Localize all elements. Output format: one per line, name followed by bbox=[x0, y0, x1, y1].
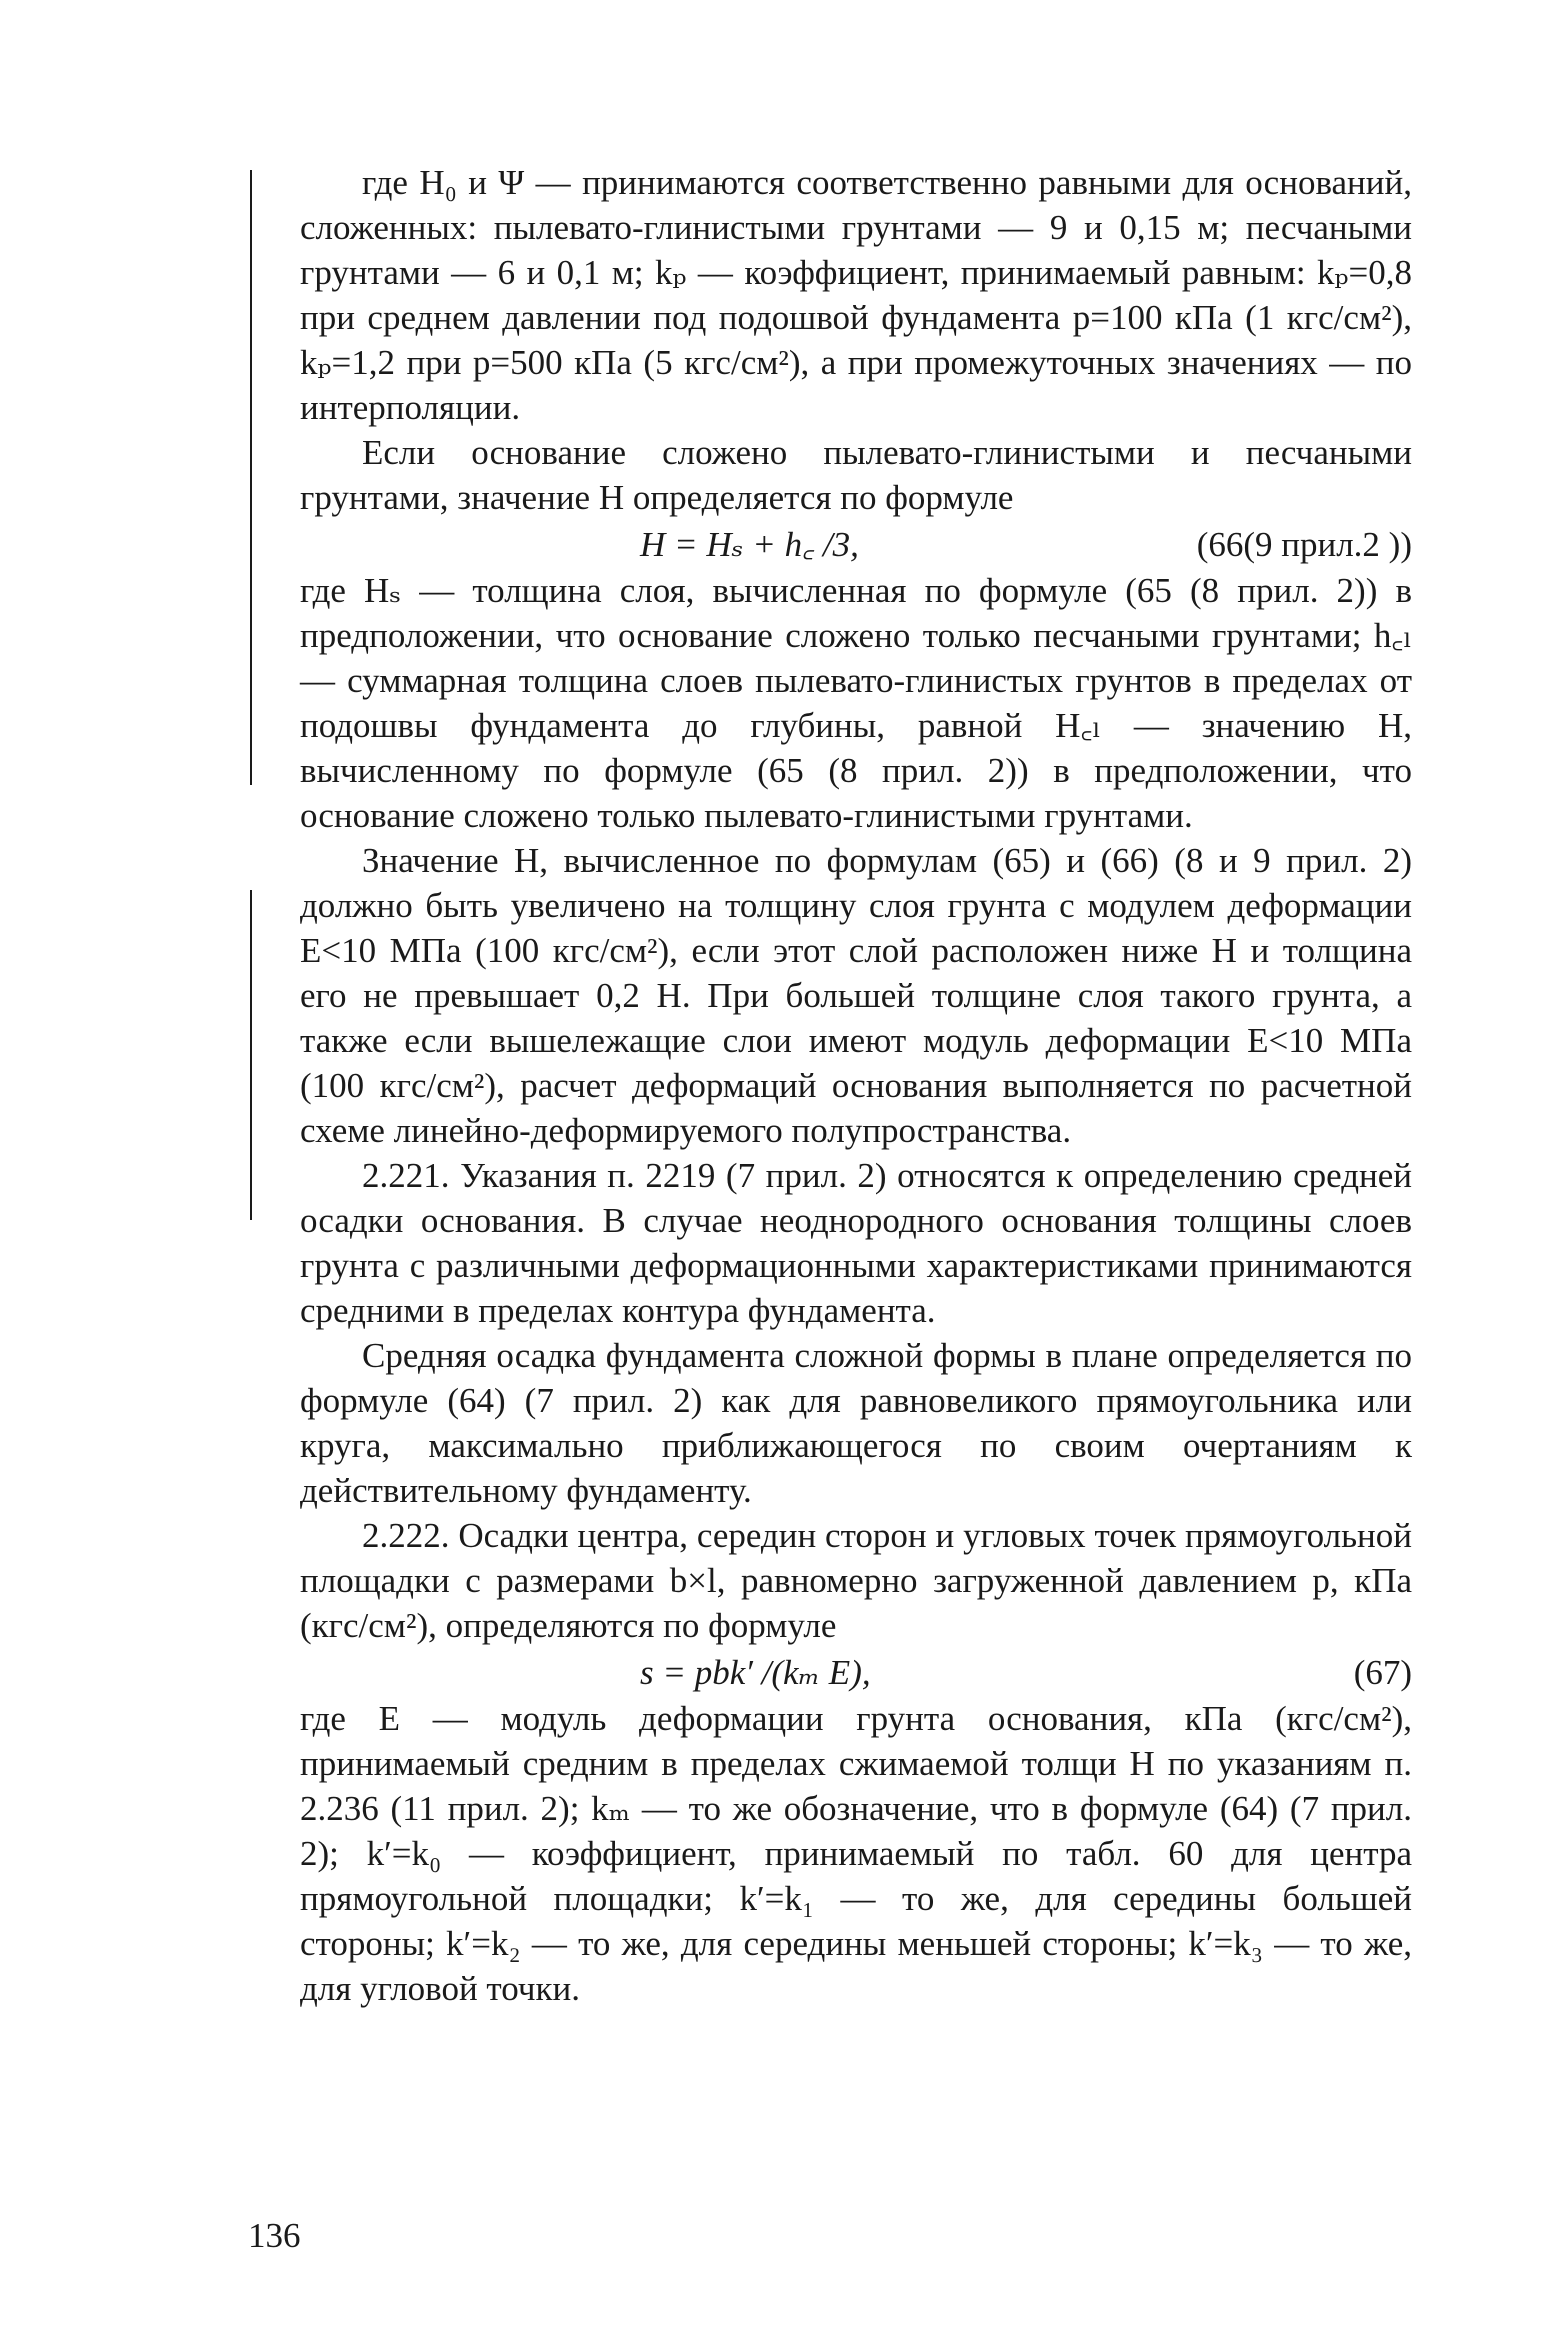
margin-change-bar bbox=[250, 170, 252, 785]
paragraph-2-221: 2.221. Указания п. 2219 (7 прил. 2) относятся к определению средней осадки основания. В случае неоднородного основания толщины слоев грунта с различными деформационными характеристиками принимаются средними в пределах контура фундамента. bbox=[300, 1156, 1412, 1330]
paragraph-2-222: 2.222. Осадки центра, середин сторон и угловых точек прямоугольной площадки с размерами b×l, равномерно загруженной давлением p, кПа (кгс/см²), определяются по формуле bbox=[300, 1516, 1412, 1645]
formula-66 bbox=[300, 520, 1412, 568]
formula-67-expression: s = pbk′ /(kₘ E), bbox=[640, 1653, 871, 1692]
margin-change-bar-lower bbox=[250, 890, 252, 1220]
formula-67-number: (67) bbox=[1353, 1653, 1412, 1692]
paragraph-complex-shape: Средняя осадка фундамента сложной формы в плане определяется по формуле (64) (7 прил. 2) как для равновеликого прямоугольника или круга, максимально приближающегося по своим очертаниям к действительному фундаменту. bbox=[300, 1336, 1412, 1510]
paragraph-e-definition: где E — модуль деформации грунта основания, кПа (кгс/см²), принимаемый средним в пределах сжимаемой толщи H по указаниям п. 2.236 (11 прил. 2); kₘ — то же обозначение, что в формуле (64) (7 прил. 2); k′=k₀ — коэффициент, принимаемый по табл. 60 для центра прямоугольной площадки; k′=k₁ — то же, для середины большей стороны; k′=k₂ — то же, для середины меньшей стороны; k′=k₃ — то же, для угловой точки. bbox=[300, 1699, 1412, 2008]
paragraph-h0-psi: где H₀ и Ψ — принимаются соответственно равными для оснований, сложенных: пылевато-глинистыми грунтами — 9 и 0,15 м; песчаными грунтами — 6 и 0,1 м; kₚ — коэффициент, принимаемый равным: kₚ=0,8 при среднем давлении под подошвой фундамента p=100 кПа (1 кгс/см²), kₚ=1,2 при p=500 кПа (5 кгс/см²), а при промежуточных значениях — по интерполяции. bbox=[300, 163, 1412, 427]
paragraph-hs-definition: где Hₛ — толщина слоя, вычисленная по формуле (65 (8 прил. 2)) в предположении, что основание сложено только песчаными грунтами; h꜀ₗ — суммарная толщина слоев пылевато-глинистых грунтов в пределах от подошвы фундамента до глубины, равной H꜀ₗ — значению H, вычисленному по формуле (65 (8 прил. 2)) в предположении, что основание сложено только пылевато-глинистыми грунтами. bbox=[300, 571, 1412, 835]
formula-66-number: (66(9 прил.2 )) bbox=[1196, 525, 1412, 564]
page-number: 136 bbox=[248, 2216, 301, 2255]
formula-67 bbox=[300, 1648, 1412, 1696]
paragraph-h-increase: Значение H, вычисленное по формулам (65) и (66) (8 и 9 прил. 2) должно быть увеличено на толщину слоя грунта с модулем деформации E<10 МПа (100 кгс/см²), если этот слой расположен ниже H и толщина его не превышает 0,2 H. При большей толщине слоя такого грунта, а также если вышележащие слои имеют модуль деформации E<10 МПа (100 кгс/см²), расчет деформаций основания выполняется по расчетной схеме линейно-деформируемого полупространства. bbox=[300, 841, 1412, 1150]
page-text bbox=[300, 160, 1412, 2011]
formula-66-expression: H = Hₛ + h꜀ /3, bbox=[640, 525, 859, 564]
paragraph-mixed-soil: Если основание сложено пылевато-глинистыми и песчаными грунтами, значение H определяется по формуле bbox=[300, 433, 1412, 517]
